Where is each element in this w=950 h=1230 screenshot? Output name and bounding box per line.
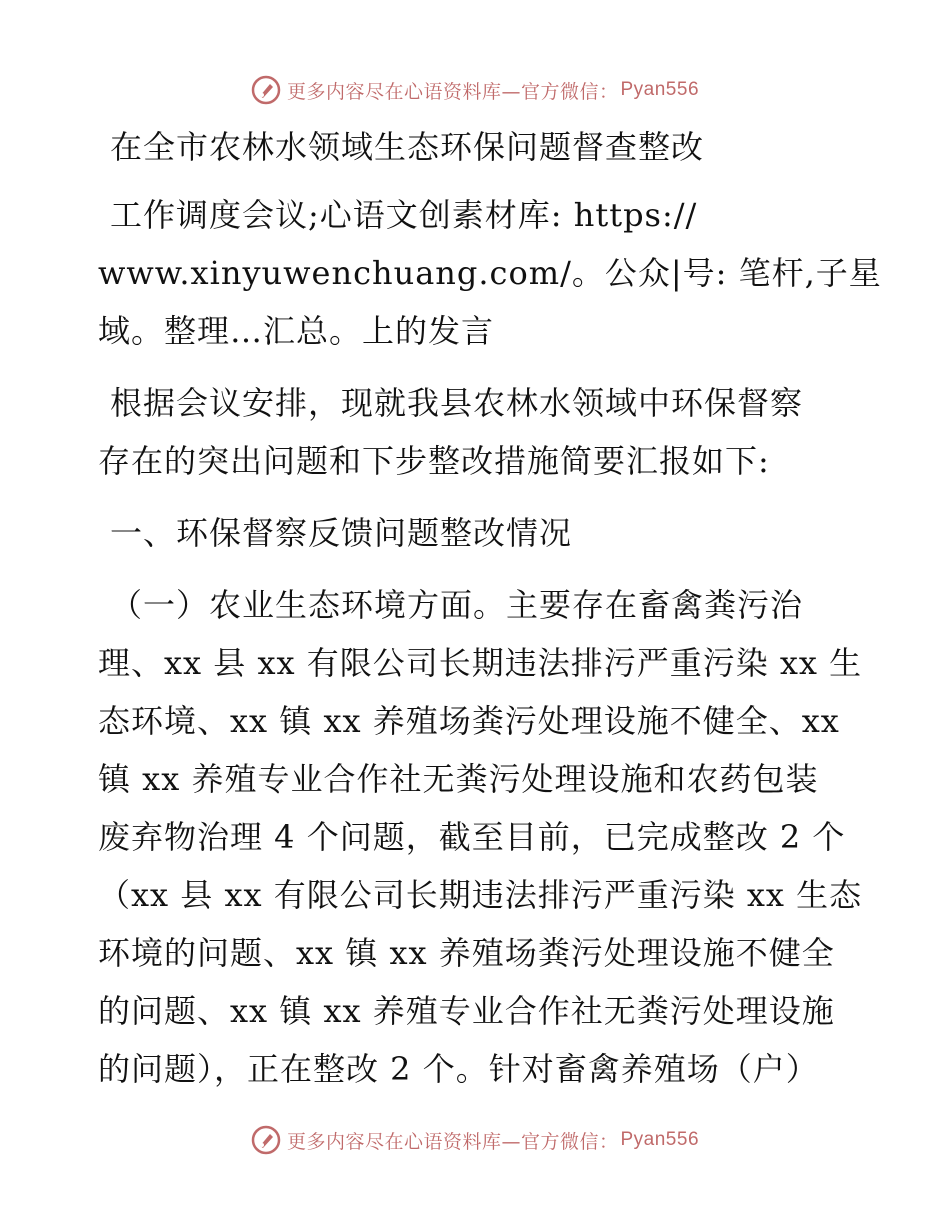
banner-wechat-id: Pyan556 bbox=[620, 79, 700, 100]
intro-line-2: 存在的突出问题和下步整改措施简要汇报如下: bbox=[98, 442, 770, 480]
paragraph-line: 环境的问题、xx 镇 xx 养殖场粪污处理设施不健全 bbox=[98, 934, 835, 972]
paragraph-agriculture bbox=[98, 576, 863, 1098]
document-title-line-3: www.xinyuwenchuang.com/。公众|号: 笔杆,子星 bbox=[98, 254, 882, 292]
watermark-banner-bottom bbox=[0, 1122, 950, 1158]
banner-wechat-id: Pyan556 bbox=[620, 1129, 700, 1150]
paragraph-line: 废弃物治理 4 个问题，截至目前，已完成整改 2 个 bbox=[98, 818, 846, 856]
pen-nib-logo-icon bbox=[251, 1125, 281, 1155]
document-body bbox=[98, 118, 882, 1098]
document-title-line-4: 域。整理…汇总。上的发言 bbox=[98, 312, 495, 350]
paragraph-line: （一）农业生态环境方面。主要存在畜禽粪污治 bbox=[110, 586, 804, 624]
pen-nib-logo-icon bbox=[251, 75, 281, 105]
section-heading: 一、环保督察反馈问题整改情况 bbox=[110, 514, 573, 552]
paragraph-line: （xx 县 xx 有限公司长期违法排污严重污染 xx 生态 bbox=[98, 876, 863, 914]
watermark-banner-top bbox=[0, 72, 950, 108]
paragraph-line: 的问题），正在整改 2 个。针对畜禽养殖场（户） bbox=[98, 1050, 819, 1088]
document-title-line-1: 在全市农林水领域生态环保问题督查整改 bbox=[110, 128, 705, 166]
paragraph-line: 态环境、xx 镇 xx 养殖场粪污处理设施不健全、xx bbox=[98, 702, 840, 740]
paragraph-line: 的问题、xx 镇 xx 养殖专业合作社无粪污处理设施 bbox=[98, 992, 835, 1030]
banner-text: 更多内容尽在心语资料库—官方微信： bbox=[286, 80, 619, 103]
paragraph-line: 理、xx 县 xx 有限公司长期违法排污严重污染 xx 生 bbox=[98, 644, 863, 682]
intro-line-1: 根据会议安排，现就我县农林水领域中环保督察 bbox=[110, 384, 804, 422]
paragraph-line: 镇 xx 养殖专业合作社无粪污处理设施和农药包装 bbox=[98, 760, 819, 798]
banner-text: 更多内容尽在心语资料库—官方微信： bbox=[286, 1130, 619, 1153]
document-title-line-2: 工作调度会议;心语文创素材库: https:// bbox=[110, 196, 698, 234]
